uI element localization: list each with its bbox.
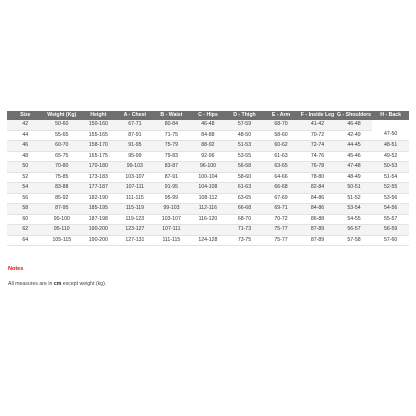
table-cell: 42 bbox=[7, 120, 44, 130]
table-cell: 103-107 bbox=[117, 172, 154, 183]
table-cell: 150-160 bbox=[80, 120, 117, 130]
table-cell: 47-48 bbox=[336, 162, 373, 173]
table-cell: 46-48 bbox=[336, 120, 373, 130]
table-cell: 48-51 bbox=[372, 141, 409, 152]
notes-title: Notes bbox=[8, 266, 24, 272]
table-cell: 88-92 bbox=[190, 141, 227, 152]
table-cell: 111-115 bbox=[117, 193, 154, 204]
table-cell: 187-198 bbox=[80, 214, 117, 225]
table-cell: 127-131 bbox=[117, 235, 154, 246]
table-cell: 56-59 bbox=[372, 225, 409, 236]
header-arm: E - Arm bbox=[263, 111, 300, 120]
table-row bbox=[7, 235, 409, 246]
size-chart-table bbox=[7, 111, 409, 246]
table-cell: 95-99 bbox=[153, 193, 190, 204]
table-cell: 47-50 bbox=[372, 130, 409, 141]
table-cell: 72-74 bbox=[299, 141, 336, 152]
table-cell: 58-60 bbox=[263, 130, 300, 141]
table-cell: 79-83 bbox=[153, 151, 190, 162]
table-cell: 50-51 bbox=[336, 183, 373, 194]
table-cell: 54-56 bbox=[372, 204, 409, 215]
table-row bbox=[7, 141, 409, 152]
table-cell: 182-190 bbox=[80, 193, 117, 204]
table-cell: 99-103 bbox=[117, 162, 154, 173]
table-cell: 74-76 bbox=[299, 151, 336, 162]
table-cell: 108-112 bbox=[190, 193, 227, 204]
table-cell: 57-58 bbox=[336, 235, 373, 246]
table-cell: 165-175 bbox=[80, 151, 117, 162]
header-row bbox=[7, 111, 409, 120]
table-cell: 83-88 bbox=[44, 183, 81, 194]
table-cell: 123-127 bbox=[117, 225, 154, 236]
table-cell: 104-108 bbox=[190, 183, 227, 194]
table-cell: 57-59 bbox=[226, 120, 263, 130]
table-cell: 73-75 bbox=[226, 235, 263, 246]
table-cell: 116-120 bbox=[190, 214, 227, 225]
table-cell: 56-58 bbox=[226, 162, 263, 173]
table-row bbox=[7, 130, 409, 141]
table-cell: 99-103 bbox=[153, 204, 190, 215]
table-cell: 53-56 bbox=[372, 193, 409, 204]
table-cell: 170-180 bbox=[80, 162, 117, 173]
table-cell: 92-96 bbox=[190, 151, 227, 162]
table-cell: 55-65 bbox=[44, 130, 81, 141]
table-cell: 44 bbox=[7, 130, 44, 141]
table-cell: 87-91 bbox=[153, 172, 190, 183]
table-cell: 70-72 bbox=[263, 214, 300, 225]
table-row bbox=[7, 193, 409, 204]
header-back: H - Back bbox=[372, 111, 409, 120]
table-cell: 185-195 bbox=[80, 204, 117, 215]
table-cell: 64 bbox=[7, 235, 44, 246]
table-cell: 64-66 bbox=[263, 172, 300, 183]
table-cell: 51-54 bbox=[372, 172, 409, 183]
table-cell: 96-100 bbox=[190, 162, 227, 173]
table-cell: 46 bbox=[7, 141, 44, 152]
table-cell: 173-183 bbox=[80, 172, 117, 183]
table-cell: 105-115 bbox=[44, 235, 81, 246]
table-cell: 46-48 bbox=[190, 120, 227, 130]
header-shoulders: G - Shoulders bbox=[336, 111, 373, 120]
table-cell: 95-99 bbox=[117, 151, 154, 162]
table-cell: 84-86 bbox=[299, 204, 336, 215]
table-row bbox=[7, 225, 409, 236]
table-cell: 75-85 bbox=[44, 172, 81, 183]
table-cell: 75-79 bbox=[153, 141, 190, 152]
table-cell: 50-53 bbox=[372, 162, 409, 173]
table-cell: 49-52 bbox=[372, 151, 409, 162]
table-cell: 56-57 bbox=[336, 225, 373, 236]
table-cell: 119-123 bbox=[117, 214, 154, 225]
table-cell: 90-100 bbox=[44, 214, 81, 225]
table-cell: 61-63 bbox=[263, 151, 300, 162]
table-cell: 158-170 bbox=[80, 141, 117, 152]
table-cell: 76-78 bbox=[299, 162, 336, 173]
table-cell: 66-68 bbox=[263, 183, 300, 194]
table-row bbox=[7, 183, 409, 194]
table-cell: 58 bbox=[7, 204, 44, 215]
table-cell: 87-95 bbox=[44, 204, 81, 215]
table-row bbox=[7, 162, 409, 173]
table-cell bbox=[190, 225, 227, 236]
table-cell: 60 bbox=[7, 214, 44, 225]
table-cell: 69-71 bbox=[263, 204, 300, 215]
table-cell: 86-88 bbox=[299, 214, 336, 225]
notes-text-start: All measures are in bbox=[8, 281, 54, 287]
table-cell: 52 bbox=[7, 172, 44, 183]
table-cell: 87-89 bbox=[299, 235, 336, 246]
table-cell: 48 bbox=[7, 151, 44, 162]
table-cell: 50 bbox=[7, 162, 44, 173]
table-cell: 83-87 bbox=[153, 162, 190, 173]
table-cell: 45-46 bbox=[336, 151, 373, 162]
table-cell: 50-60 bbox=[44, 120, 81, 130]
table-cell: 82-84 bbox=[299, 183, 336, 194]
table-row bbox=[7, 214, 409, 225]
table-cell: 70-72 bbox=[299, 130, 336, 141]
table-row bbox=[7, 204, 409, 215]
table-cell: 91-95 bbox=[153, 183, 190, 194]
table-cell: 91-95 bbox=[117, 141, 154, 152]
table-cell: 87-91 bbox=[117, 130, 154, 141]
table-cell: 124-128 bbox=[190, 235, 227, 246]
table-cell: 54-55 bbox=[336, 214, 373, 225]
table-cell: 41-42 bbox=[299, 120, 336, 130]
table-cell: 190-200 bbox=[80, 225, 117, 236]
table-cell: 68-70 bbox=[226, 214, 263, 225]
notes-text bbox=[8, 281, 106, 287]
table-cell: 51-53 bbox=[226, 141, 263, 152]
table-cell: 57-60 bbox=[372, 235, 409, 246]
table-cell: 60-62 bbox=[263, 141, 300, 152]
table-cell: 42-49 bbox=[336, 130, 373, 141]
header-inside-leg: F - Inside Leg bbox=[299, 111, 336, 120]
header-size: Size bbox=[7, 111, 44, 120]
table-cell: 80-84 bbox=[153, 120, 190, 130]
table-cell: 54 bbox=[7, 183, 44, 194]
table-cell: 70-80 bbox=[44, 162, 81, 173]
table-row bbox=[7, 172, 409, 183]
header-weight: Weight (Kg) bbox=[44, 111, 81, 120]
table-cell: 65-75 bbox=[44, 151, 81, 162]
table-cell: 107-111 bbox=[117, 183, 154, 194]
table-cell: 67-71 bbox=[117, 120, 154, 130]
table-cell: 84-86 bbox=[299, 193, 336, 204]
table-cell: 107-111 bbox=[153, 225, 190, 236]
table-cell: 75-77 bbox=[263, 225, 300, 236]
table-cell: 115-119 bbox=[117, 204, 154, 215]
table-row bbox=[7, 151, 409, 162]
table-cell: 75-77 bbox=[263, 235, 300, 246]
header-height: Height bbox=[80, 111, 117, 120]
table-cell: 177-187 bbox=[80, 183, 117, 194]
table-cell: 51-52 bbox=[336, 193, 373, 204]
table-cell: 58-60 bbox=[226, 172, 263, 183]
header-chest: A - Chest bbox=[117, 111, 154, 120]
table-cell: 103-107 bbox=[153, 214, 190, 225]
table-cell: 78-80 bbox=[299, 172, 336, 183]
table-cell: 71-75 bbox=[153, 130, 190, 141]
table-cell: 111-115 bbox=[153, 235, 190, 246]
table-cell: 55-57 bbox=[372, 214, 409, 225]
size-chart-header bbox=[7, 111, 409, 120]
size-chart-body bbox=[7, 120, 409, 246]
table-cell: 71-73 bbox=[226, 225, 263, 236]
header-hips: C - Hips bbox=[190, 111, 227, 120]
table-cell: 68-70 bbox=[263, 120, 300, 130]
table-cell: 190-200 bbox=[80, 235, 117, 246]
header-thigh: D - Thigh bbox=[226, 111, 263, 120]
table-cell: 52-55 bbox=[372, 183, 409, 194]
table-cell: 62 bbox=[7, 225, 44, 236]
table-cell: 63-65 bbox=[226, 193, 263, 204]
table-cell: 48-50 bbox=[226, 130, 263, 141]
table-cell: 85-92 bbox=[44, 193, 81, 204]
table-row bbox=[7, 120, 409, 130]
table-cell: 87-89 bbox=[299, 225, 336, 236]
table-cell: 61-63 bbox=[226, 183, 263, 194]
table-cell: 100-104 bbox=[190, 172, 227, 183]
table-cell: 60-70 bbox=[44, 141, 81, 152]
table-cell: 48-49 bbox=[336, 172, 373, 183]
table-cell: 44-45 bbox=[336, 141, 373, 152]
table-cell: 155-165 bbox=[80, 130, 117, 141]
table-cell: 66-68 bbox=[226, 204, 263, 215]
table-cell: 53-55 bbox=[226, 151, 263, 162]
notes-text-end: except weight (kg). bbox=[61, 281, 107, 287]
table-cell: 56 bbox=[7, 193, 44, 204]
notes-unit: cm bbox=[53, 281, 62, 287]
header-waist: B - Waist bbox=[153, 111, 190, 120]
table-cell: 112-116 bbox=[190, 204, 227, 215]
table-cell: 67-69 bbox=[263, 193, 300, 204]
table-cell: 53-54 bbox=[336, 204, 373, 215]
table-cell: 84-88 bbox=[190, 130, 227, 141]
table-cell: 63-65 bbox=[263, 162, 300, 173]
table-cell: 95-110 bbox=[44, 225, 81, 236]
